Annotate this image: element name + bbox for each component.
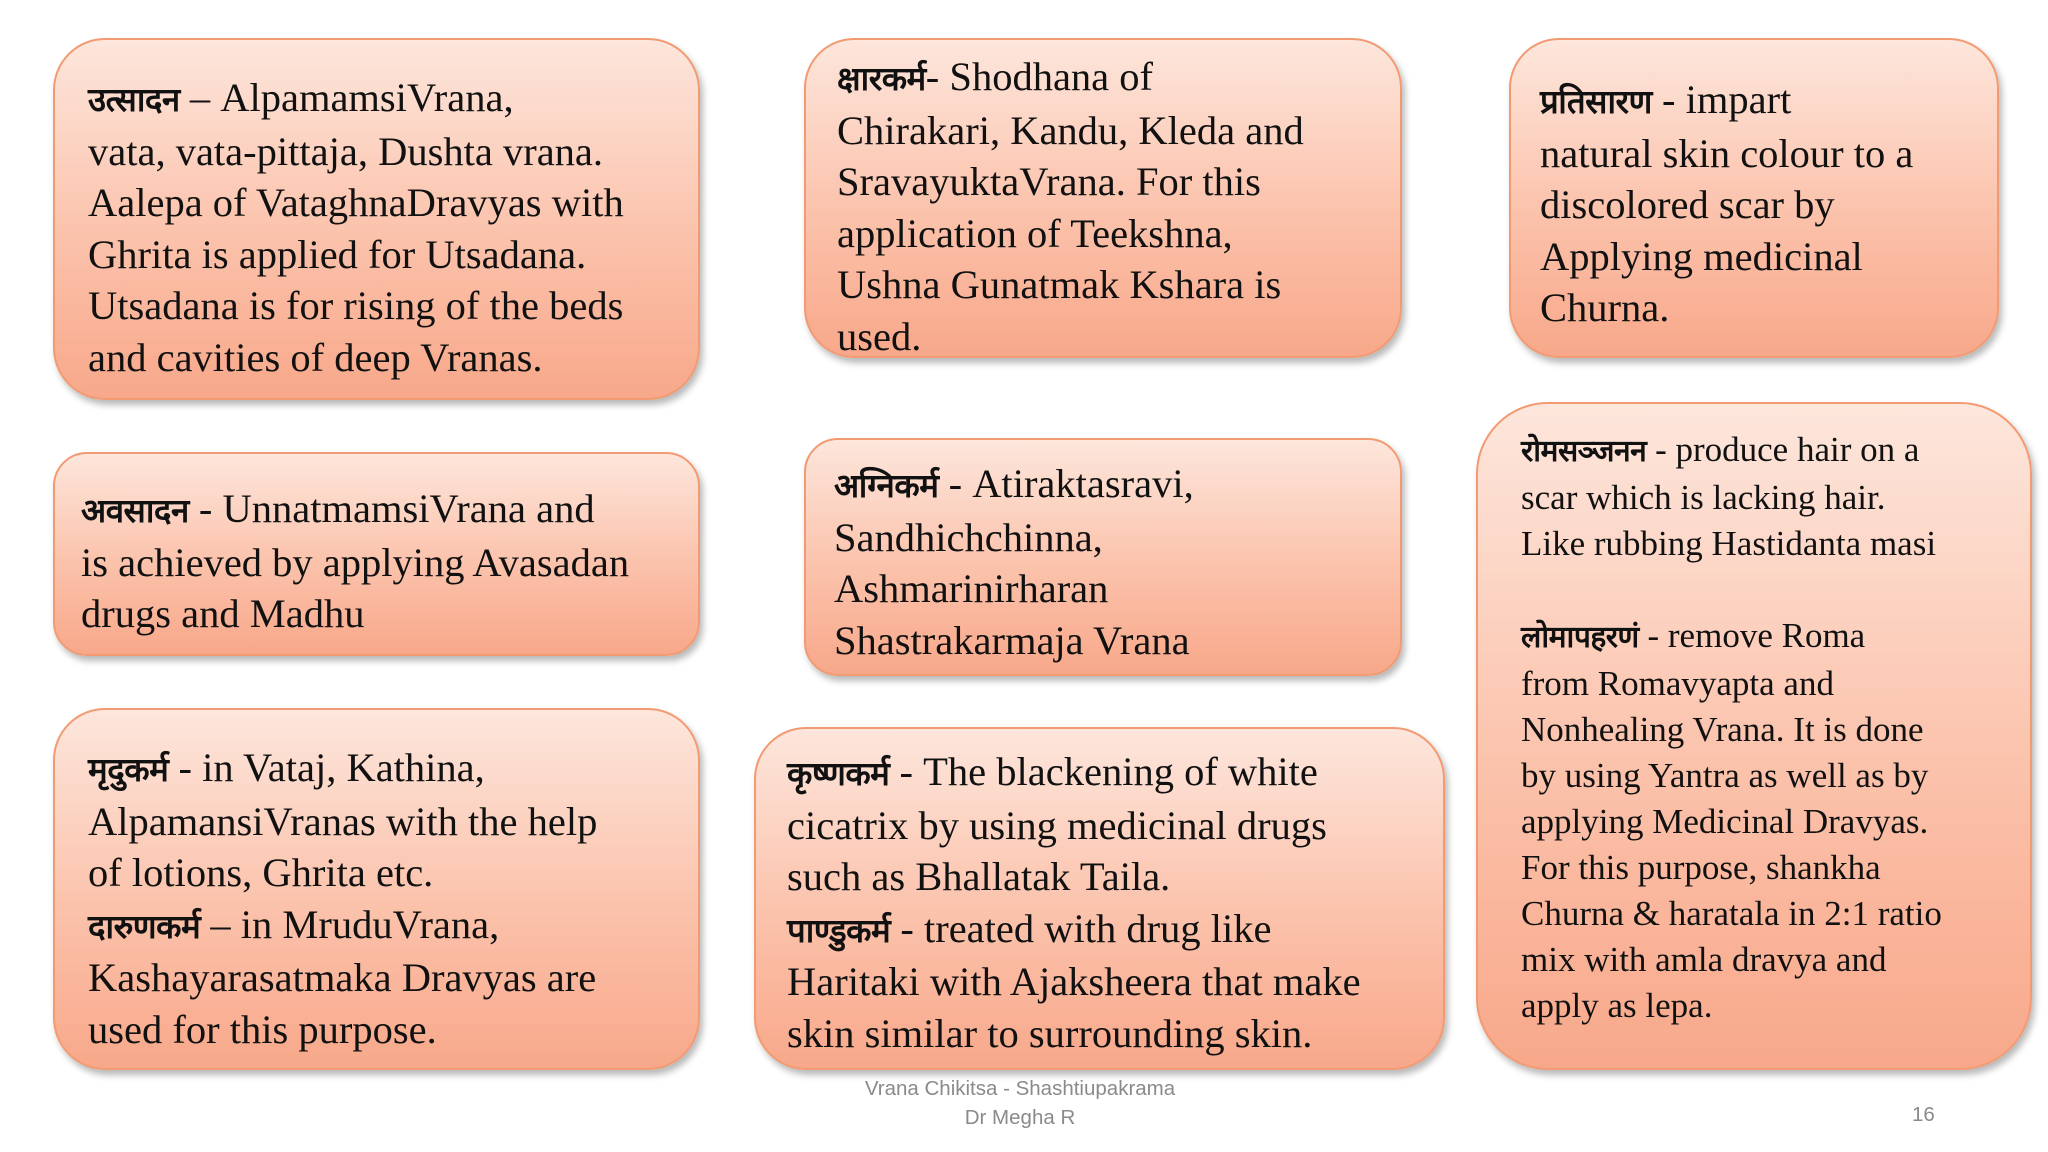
avasadana-term: अवसादन	[81, 491, 189, 530]
krishnakarma-line-1: कृष्णकर्म - The blackening of white	[787, 749, 1318, 794]
pratisarana-box	[1509, 38, 1999, 358]
slide-footer	[740, 1074, 1300, 1132]
ksharakarma-separator: -	[925, 54, 950, 99]
paragraph-gap	[1521, 567, 2030, 613]
lomapaharana-line-2: from Romavyapta and	[1521, 664, 1834, 703]
agnikarma-line-3: Ashmarinirharan	[834, 566, 1109, 611]
avasadana-separator: -	[188, 486, 223, 531]
utsadana-line-1: उत्सादन – AlpamamsiVrana,	[88, 75, 514, 120]
pandukarma-term: पाण्डुकर्म	[787, 910, 891, 950]
avasadana-line-2: is achieved by applying Avasadan	[81, 539, 630, 585]
romasanjanana-lomapaharana-box	[1476, 402, 2032, 1070]
pandukarma-line-1: पाण्डुकर्म - treated with drug like	[787, 905, 1272, 951]
agnikarma-term: अग्निकर्म	[834, 466, 939, 505]
mridukarma-line-3: of lotions, Ghrita etc.	[88, 850, 434, 895]
ksharakarma-line-3: SravayuktaVrana. For this	[837, 159, 1261, 204]
pratisarana-line-2: natural skin colour to a	[1540, 130, 1914, 176]
darunakarma-line-1: दारुणकर्म – in MruduVrana,	[88, 901, 500, 947]
lomapaharana-line-6: For this purpose, shankha	[1521, 848, 1881, 887]
mridukarma-darunakarma-box	[53, 708, 700, 1070]
footer-title: Vrana Chikitsa - Shashtiupakrama	[864, 1077, 1176, 1100]
page-number: 16	[1912, 1103, 1935, 1126]
utsadana-line-3: Aalepa of VataghnaDravyas with	[88, 180, 624, 225]
mridukarma-term: मृदुकर्म	[88, 750, 169, 789]
lomapaharana-line-8: mix with amla dravya and	[1521, 940, 1887, 979]
pandukarma-line-3: skin similar to surrounding skin.	[787, 1010, 1313, 1056]
pratisarana-line-1: प्रतिसारण - impart	[1540, 77, 1792, 122]
darunakarma-line-3: used for this purpose.	[88, 1006, 437, 1052]
lomapaharana-line-1: लोमापहरणं - remove Roma	[1521, 616, 1866, 655]
darunakarma-separator: –	[200, 901, 241, 947]
krishnakarma-separator: -	[889, 749, 924, 794]
ksharakarma-line-4: application of Teekshna,	[837, 210, 1233, 256]
krishnakarma-term: कृष्णकर्म	[787, 754, 890, 793]
romasanjanana-line-2: scar which is lacking hair.	[1521, 478, 1886, 517]
romasanjanana-separator: -	[1646, 430, 1676, 469]
ksharakarma-line-1: क्षारकर्म- Shodhana of	[837, 54, 1154, 99]
krishnakarma-line-3: such as Bhallatak Taila.	[787, 854, 1171, 899]
pratisarana-line-5: Churna.	[1540, 285, 1670, 330]
ksharakarma-line-2: Chirakari, Kandu, Kleda and	[837, 107, 1304, 153]
darunakarma-line-2: Kashayarasatmaka Dravyas are	[88, 955, 597, 1000]
mridukarma-separator: -	[168, 745, 203, 790]
ksharakarma-box	[804, 38, 1402, 358]
utsadana-line-6: and cavities of deep Vranas.	[88, 334, 543, 380]
utsadana-term: उत्सादन	[88, 80, 180, 119]
krishnakarma-line-2: cicatrix by using medicinal drugs	[787, 802, 1327, 848]
avasadana-box	[53, 452, 700, 656]
footer-author: Dr Megha R	[964, 1106, 1076, 1129]
pratisarana-separator: -	[1651, 77, 1686, 122]
avasadana-line-1: अवसादन - UnnatmamsiVrana and	[81, 486, 595, 531]
darunakarma-term: दारुणकर्म	[88, 906, 201, 946]
lomapaharana-separator: -	[1638, 616, 1668, 655]
lomapaharana-line-4: by using Yantra as well as by	[1521, 756, 1929, 795]
romasanjanana-line-3: Like rubbing Hastidanta masi	[1521, 524, 1937, 563]
pandukarma-line-2: Haritaki with Ajaksheera that make	[787, 959, 1361, 1004]
lomapaharana-line-5: applying Medicinal Dravyas.	[1521, 802, 1929, 841]
pratisarana-line-3: discolored scar by	[1540, 182, 1835, 227]
ksharakarma-term: क्षारकर्म	[837, 59, 926, 98]
utsadana-box	[53, 38, 700, 400]
romasanjanana-term: रोमसञ्जनन	[1521, 434, 1647, 469]
utsadana-line-5: Utsadana is for rising of the beds	[88, 283, 624, 328]
agnikarma-line-1: अग्निकर्म - Atiraktasravi,	[834, 461, 1194, 506]
mridukarma-line-2: AlpamansiVranas with the help	[88, 798, 598, 844]
lomapaharana-line-9: apply as lepa.	[1521, 986, 1713, 1025]
agnikarma-line-2: Sandhichchinna,	[834, 514, 1103, 560]
pandukarma-separator: -	[890, 905, 924, 951]
krishnakarma-pandukarma-box	[754, 727, 1445, 1070]
ksharakarma-line-6: used.	[837, 313, 922, 359]
agnikarma-box	[804, 438, 1402, 676]
lomapaharana-term: लोमापहरणं	[1521, 620, 1639, 655]
agnikarma-separator: -	[938, 461, 973, 506]
lomapaharana-line-3: Nonhealing Vrana. It is done	[1521, 710, 1924, 749]
mridukarma-line-1: मृदुकर्म - in Vataj, Kathina,	[88, 745, 485, 790]
ksharakarma-line-5: Ushna Gunatmak Kshara is	[837, 262, 1282, 307]
romasanjanana-line-1: रोमसञ्जनन - produce hair on a	[1521, 430, 1920, 469]
utsadana-line-2: vata, vata-pittaja, Dushta vrana.	[88, 128, 604, 174]
lomapaharana-line-7: Churna & haratala in 2:1 ratio	[1521, 894, 1942, 933]
pratisarana-term: प्रतिसारण	[1540, 82, 1652, 121]
pratisarana-line-4: Applying medicinal	[1540, 233, 1863, 279]
utsadana-line-4: Ghrita is applied for Utsadana.	[88, 231, 587, 277]
agnikarma-line-4: Shastrakarmaja Vrana	[834, 617, 1190, 663]
avasadana-line-3: drugs and Madhu	[81, 591, 365, 636]
utsadana-separator: –	[179, 75, 221, 120]
